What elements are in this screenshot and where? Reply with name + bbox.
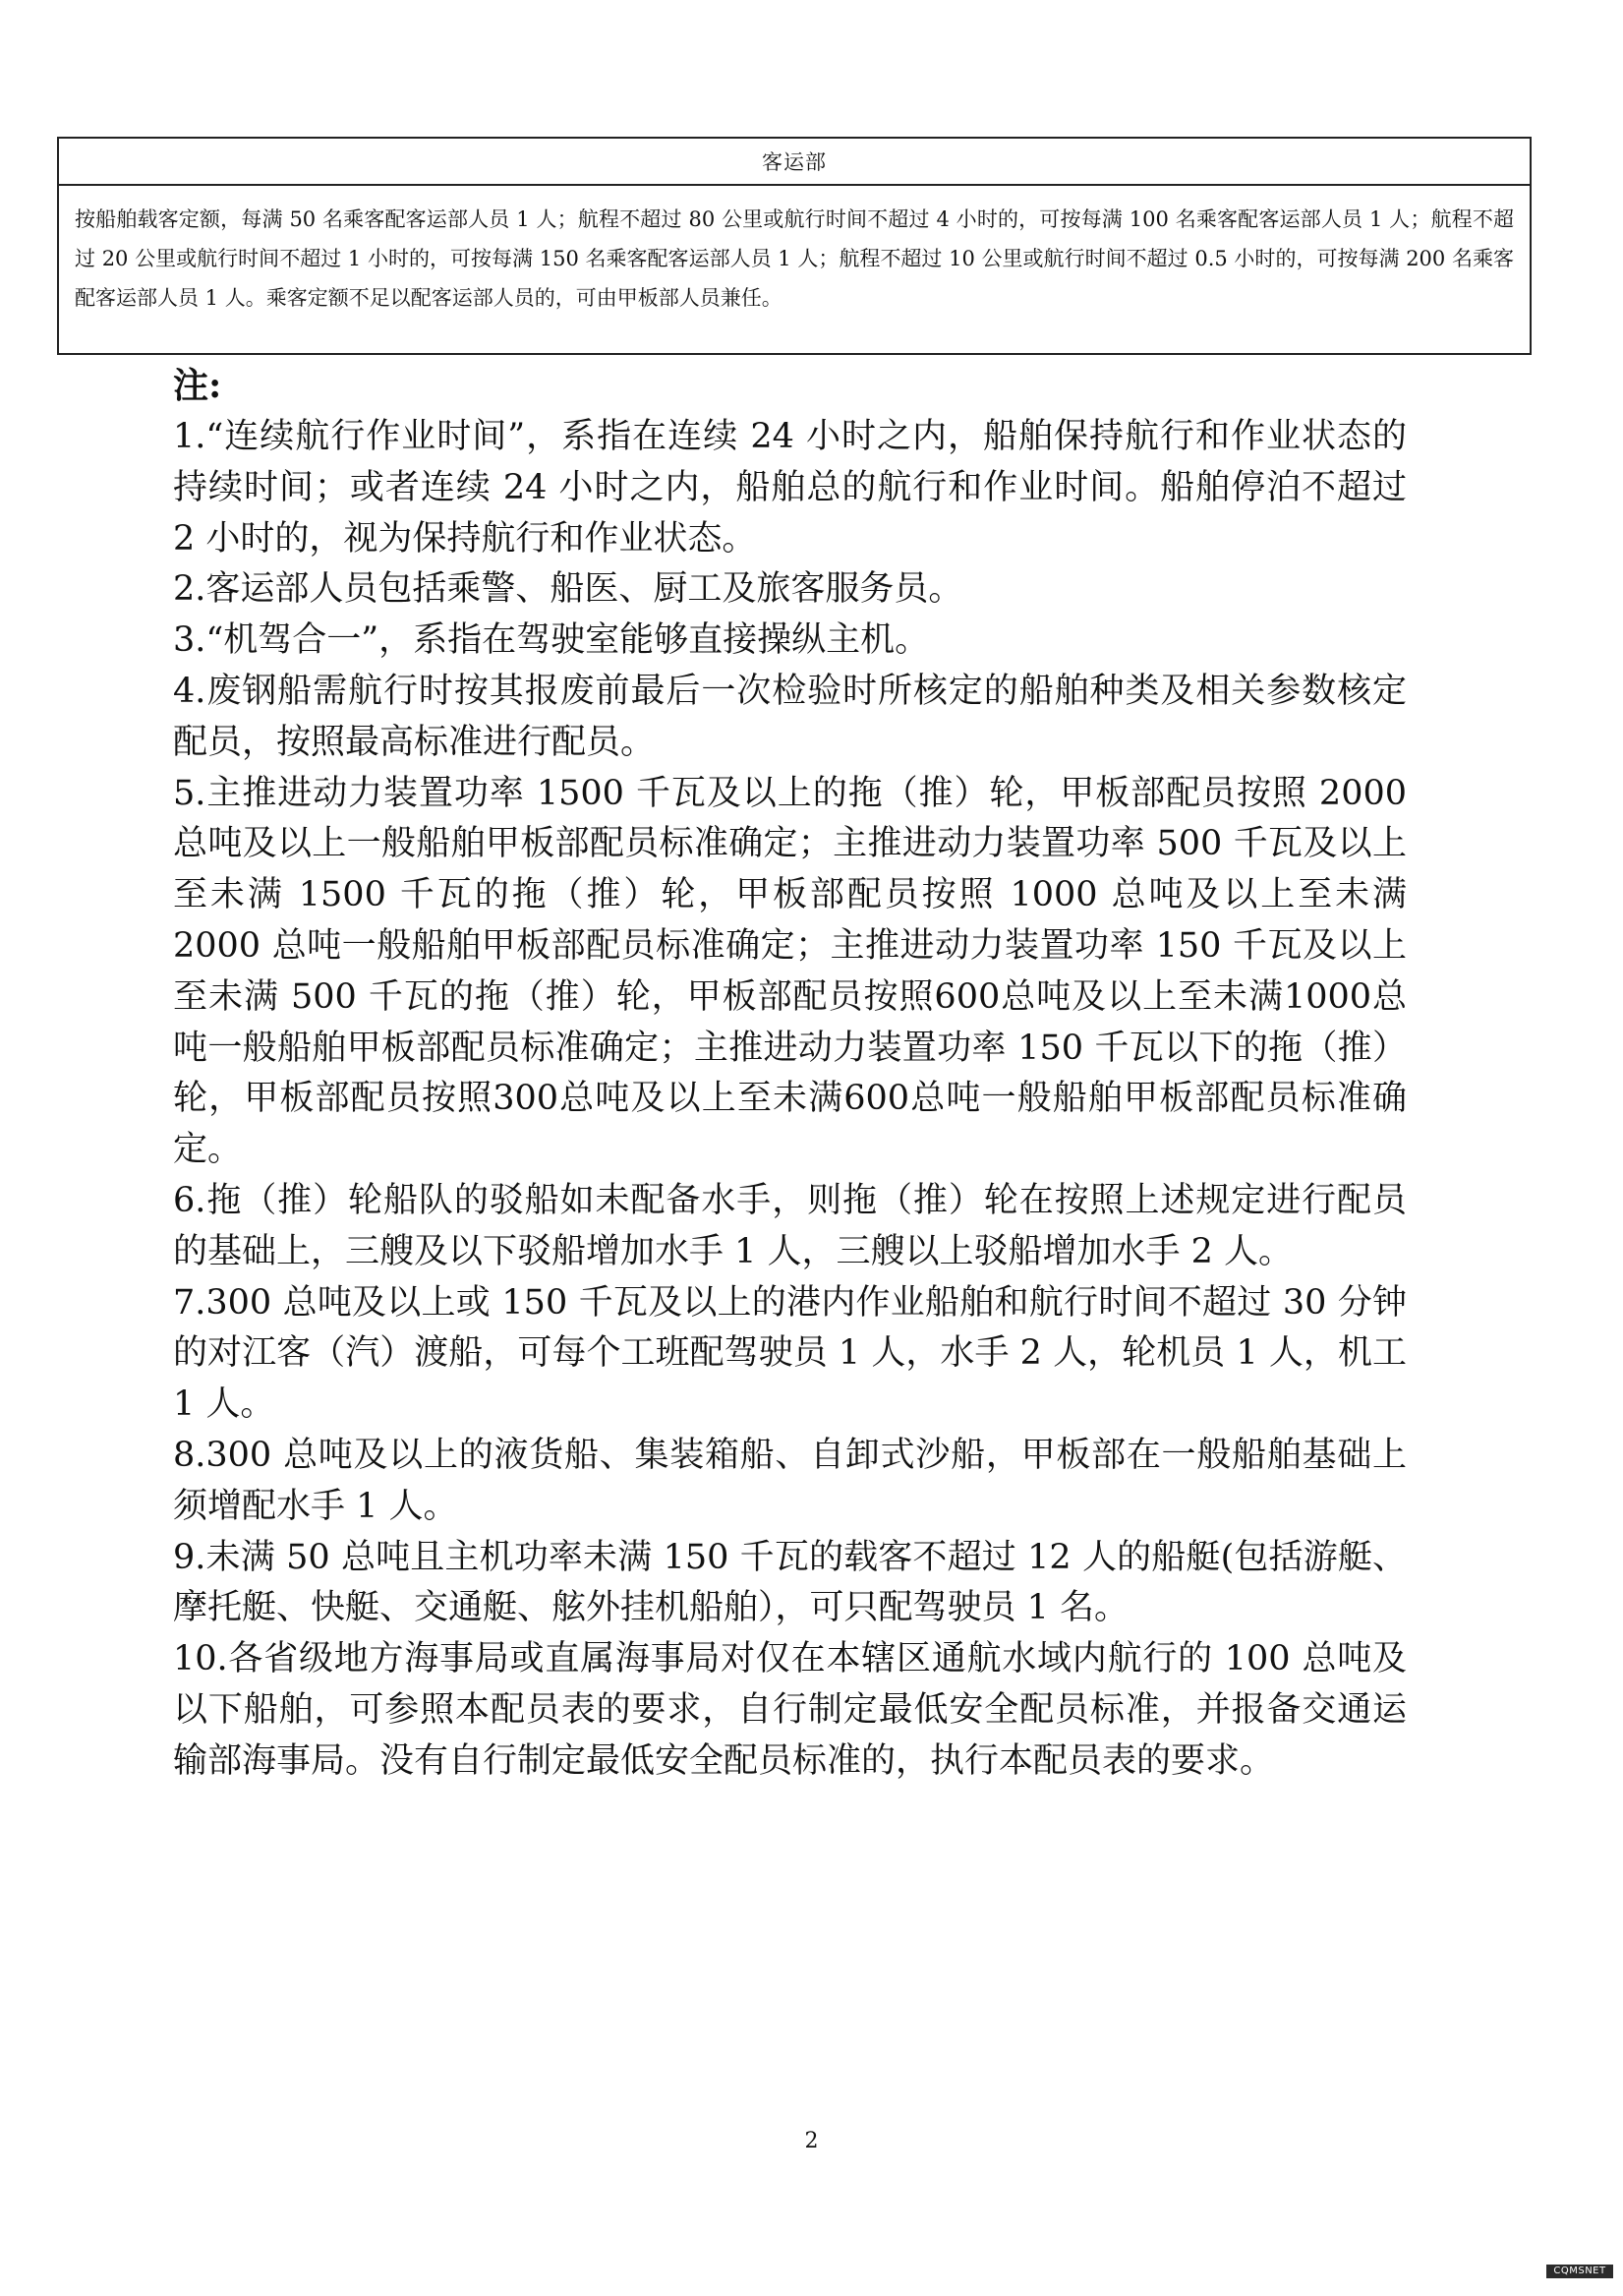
- note-item: 4.废钢船需航行时按其报废前最后一次检验时所核定的船舶种类及相关参数核定配员，按照最高标准进行配员。: [173, 671, 1407, 762]
- note-item: 8.300 总吨及以上的液货船、集装箱船、自卸式沙船，甲板部在一般船舶基础上须增配水手 1 人。: [173, 1435, 1407, 1526]
- note-item: 6.拖（推）轮船队的驳船如未配备水手，则拖（推）轮在按照上述规定进行配员的基础上，三艘及以下驳船增加水手 1 人，三艘以上驳船增加水手 2 人。: [173, 1180, 1407, 1271]
- table-header: 客运部: [59, 139, 1530, 186]
- note-item: 5.主推进动力装置功率 1500 千瓦及以上的拖（推）轮，甲板部配员按照 2000 总吨及以上一般船舶甲板部配员标准确定；主推进动力装置功率 500 千瓦及以上至未满 1500 千瓦的拖（推）轮，甲板部配员按照 1000 总吨及以上至未满 2000 总吨一般船舶甲板部配员标准确定；主推进动力装置功率 150 千瓦及以上至未满 500 千瓦的拖（推）轮，甲板部配员按照600总吨及以上至未满1000总吨一般船舶甲板部配员标准确定；主推进动力装置功率 150 千瓦以下的拖（推）轮，甲板部配员按照300总吨及以上至未满600总吨一般船舶甲板部配员标准确定。: [173, 773, 1407, 1170]
- passenger-department-table: [57, 137, 1532, 355]
- note-item: 7.300 总吨及以上或 150 千瓦及以上的港内作业船舶和航行时间不超过 30 分钟的对江客（汽）渡船，可每个工班配驾驶员 1 人，水手 2 人，轮机员 1 人，机工 1 人。: [173, 1282, 1407, 1425]
- note-item: 9.未满 50 总吨且主机功率未满 150 千瓦的载客不超过 12 人的船艇(包括游艇、摩托艇、快艇、交通艇、舷外挂机船舶），可只配驾驶员 1 名。: [173, 1537, 1407, 1628]
- watermark-badge: CQMSNET: [1546, 2265, 1613, 2278]
- table-body-text: 按船舶载客定额，每满 50 名乘客配客运部人员 1 人；航程不超过 80 公里或航行时间不超过 4 小时的，可按每满 100 名乘客配客运部人员 1 人；航程不超过 20 公里或航行时间不超过 1 小时的，可按每满 150 名乘客配客运部人员 1 人；航程不超过 10 公里或航行时间不超过 0.5 小时的，可按每满 200 名乘客配客运部人员 1 人。乘客定额不足以配客运部人员的，可由甲板部人员兼任。: [75, 207, 1514, 310]
- note-item: 3.“机驾合一”，系指在驾驶室能够直接操纵主机。: [173, 620, 930, 661]
- page-number: 2: [804, 2129, 819, 2153]
- note-item: 10.各省级地方海事局或直属海事局对仅在本辖区通航水域内航行的 100 总吨及以下船舶，可参照本配员表的要求，自行制定最低安全配员标准，并报备交通运输部海事局。没有自行制定最低安全配员标准的，执行本配员表的要求。: [173, 1639, 1407, 1781]
- notes-heading: 注:: [173, 365, 222, 406]
- note-item: 2.客运部人员包括乘警、船医、厨工及旅客服务员。: [173, 569, 963, 610]
- notes-section: [173, 361, 1407, 1788]
- note-item: 1.“连续航行作业时间”，系指在连续 24 小时之内，船舶保持航行和作业状态的持续时间；或者连续 24 小时之内，船舶总的航行和作业时间。船舶停泊不超过 2 小时的，视为保持航行和作业状态。: [173, 417, 1407, 559]
